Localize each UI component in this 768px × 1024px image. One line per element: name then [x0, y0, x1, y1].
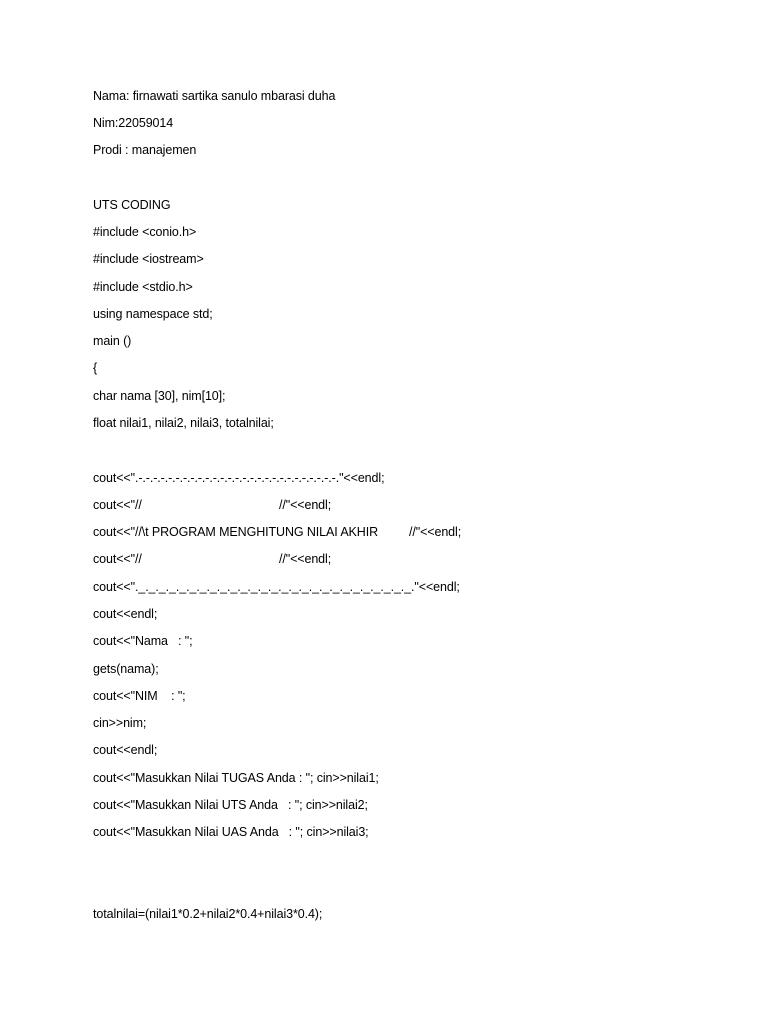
code-line-include-iostream: #include <iostream>	[93, 252, 204, 266]
code-line-gets-nama: gets(nama);	[93, 662, 159, 676]
student-name-line: Nama: firnawati sartika sanulo mbarasi duha	[93, 89, 336, 103]
code-line-input-uts: cout<<"Masukkan Nilai UTS Anda : "; cin>>nilai2;	[93, 798, 368, 812]
code-line-slash-row-2	[93, 549, 332, 569]
code-line-include-stdio: #include <stdio.h>	[93, 280, 193, 294]
code-line-endl-1: cout<<endl;	[93, 607, 158, 621]
document-title: UTS CODING	[93, 198, 171, 212]
code-line-include-conio: #include <conio.h>	[93, 225, 197, 239]
code-line-border-bottom: cout<<"._._._._._._._._._._._._._._._._._._._._._._._._._._._."<<endl;	[93, 580, 460, 594]
code-segment-right: //"<<endl;	[409, 525, 462, 539]
code-segment-left: cout<<"//	[93, 552, 142, 566]
code-line-float-decl: float nilai1, nilai2, nilai3, totalnilai;	[93, 416, 274, 430]
code-line-input-uas: cout<<"Masukkan Nilai UAS Anda : "; cin>>nilai3;	[93, 825, 369, 839]
code-line-cout-nama: cout<<"Nama : ";	[93, 634, 193, 648]
code-segment-right: //"<<endl;	[279, 552, 332, 566]
student-prodi-line: Prodi : manajemen	[93, 143, 197, 157]
code-segment-left: cout<<"//	[93, 498, 142, 512]
code-line-program-title	[93, 522, 462, 542]
code-line-char-decl: char nama [30], nim[10];	[93, 389, 226, 403]
code-line-brace-open: {	[93, 361, 98, 375]
code-segment-right: //"<<endl;	[279, 498, 332, 512]
code-line-slash-row-1	[93, 495, 332, 515]
code-line-using-namespace: using namespace std;	[93, 307, 213, 321]
code-line-border-top: cout<<".-.-.-.-.-.-.-.-.-.-.-.-.-.-.-.-.-.-.-.-.-.-.-.-.-.-.-."<<endl;	[93, 471, 385, 485]
code-line-input-tugas: cout<<"Masukkan Nilai TUGAS Anda : "; cin>>nilai1;	[93, 771, 379, 785]
code-segment-left: cout<<"//\t PROGRAM MENGHITUNG NILAI AKHIR	[93, 525, 379, 539]
code-line-cout-nim: cout<<"NIM : ";	[93, 689, 186, 703]
student-nim-line: Nim:22059014	[93, 116, 174, 130]
code-line-totalnilai: totalnilai=(nilai1*0.2+nilai2*0.4+nilai3*0.4);	[93, 907, 323, 921]
code-line-cin-nim: cin>>nim;	[93, 716, 147, 730]
code-line-endl-2: cout<<endl;	[93, 743, 158, 757]
code-line-main: main ()	[93, 334, 132, 348]
